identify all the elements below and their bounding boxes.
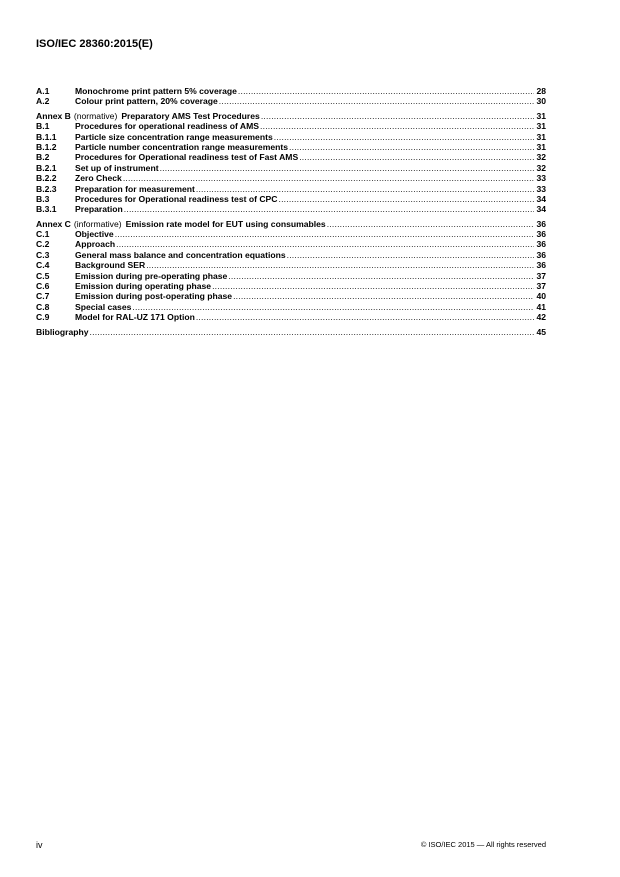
document-header: ISO/IEC 28360:2015(E) xyxy=(36,38,153,50)
toc-entry[interactable] xyxy=(36,271,546,281)
toc-entry-title: Colour print pattern, 20% coverage xyxy=(75,96,218,107)
toc-entry-title: Monochrome print pattern 5% coverage xyxy=(75,86,237,96)
toc-section-number: B.2 xyxy=(36,152,50,163)
toc-entry[interactable] xyxy=(36,194,546,204)
toc-dot-leader xyxy=(261,111,534,121)
toc-section-number: B.2.1 xyxy=(36,162,57,173)
toc-dot-leader xyxy=(279,194,535,204)
toc-dot-leader xyxy=(233,291,534,301)
toc-entry-title: Set up of instrument xyxy=(75,162,159,173)
footer-copyright: © ISO/IEC 2015 — All rights reserved xyxy=(420,840,546,849)
toc-page-number: 32 xyxy=(536,162,546,173)
toc-page-number: 41 xyxy=(536,301,546,312)
toc-dot-leader xyxy=(274,132,534,142)
toc-section-number: A.1 xyxy=(36,86,50,96)
toc-page-number: 36 xyxy=(536,239,546,250)
toc-entry[interactable] xyxy=(36,239,546,249)
toc-entry-title: Particle number concentration range measurements xyxy=(75,141,289,152)
toc-entry[interactable] xyxy=(36,86,546,96)
toc-annex-label: Annex B xyxy=(36,110,71,121)
toc-dot-leader xyxy=(146,260,534,270)
toc-annex-kind: (informative) xyxy=(73,218,122,229)
toc-page-number: 36 xyxy=(536,229,546,240)
toc-section-number: C.8 xyxy=(36,301,50,312)
toc-entry[interactable] xyxy=(36,96,546,106)
toc-entry[interactable] xyxy=(36,132,546,142)
toc-section-number: C.1 xyxy=(36,229,50,240)
toc-entry-title: Bibliography xyxy=(36,326,89,337)
toc-entry[interactable] xyxy=(36,204,546,214)
toc-section-number: C.5 xyxy=(36,270,50,281)
toc-group xyxy=(36,86,546,107)
toc-page-number: 34 xyxy=(536,193,546,204)
toc-dot-leader xyxy=(228,271,534,281)
toc-entry-title: Background SER xyxy=(75,260,146,271)
toc-dot-leader xyxy=(116,239,534,249)
toc-entry-title: Procedures for Operational readiness test of Fast AMS xyxy=(75,152,299,163)
toc-dot-leader xyxy=(160,163,534,173)
toc-entry-title: Particle size concentration range measurements xyxy=(75,131,273,142)
toc-entry[interactable] xyxy=(36,302,546,312)
toc-entry[interactable] xyxy=(36,173,546,183)
toc-entry-title: Procedures for operational readiness of AMS xyxy=(75,121,260,132)
toc-section-number: C.2 xyxy=(36,239,50,250)
toc-page-number: 42 xyxy=(536,312,546,323)
toc-page-number: 33 xyxy=(536,183,546,194)
toc-annex-entry[interactable] xyxy=(36,219,546,229)
toc-section-number: C.3 xyxy=(36,249,50,260)
toc-annex-kind: (normative) xyxy=(73,110,118,121)
toc-page-number: 40 xyxy=(536,291,546,302)
toc-annex-entry[interactable] xyxy=(36,111,546,121)
toc-page-number: 33 xyxy=(536,173,546,184)
toc-entry[interactable] xyxy=(36,152,546,162)
toc-page-number: 31 xyxy=(536,110,546,121)
toc-entry[interactable] xyxy=(36,250,546,260)
toc-page-number: 31 xyxy=(536,121,546,132)
toc-entry[interactable] xyxy=(36,142,546,152)
table-of-contents xyxy=(36,86,546,341)
toc-entry[interactable] xyxy=(36,260,546,270)
toc-dot-leader xyxy=(299,152,534,162)
toc-section-number: B.1.2 xyxy=(36,141,57,152)
toc-entry[interactable] xyxy=(36,184,546,194)
toc-entry[interactable] xyxy=(36,291,546,301)
toc-page-number: 31 xyxy=(536,141,546,152)
toc-page-number: 30 xyxy=(536,96,546,107)
toc-group xyxy=(36,111,546,215)
toc-dot-leader xyxy=(132,302,534,312)
toc-annex-label: Annex C xyxy=(36,218,71,229)
toc-dot-leader xyxy=(124,204,534,214)
toc-entry-title: Emission during operating phase xyxy=(75,281,212,292)
toc-entry-title: General mass balance and concentration equations xyxy=(75,249,286,260)
page-footer xyxy=(36,840,546,850)
toc-dot-leader xyxy=(219,96,534,106)
toc-page-number: 28 xyxy=(536,86,546,96)
toc-annex-title: Preparatory AMS Test Procedures xyxy=(121,110,260,121)
toc-dot-leader xyxy=(260,121,534,131)
toc-entry-title: Zero Check xyxy=(75,173,122,184)
toc-dot-leader xyxy=(287,250,534,260)
toc-dot-leader xyxy=(123,173,534,183)
toc-page-number: 34 xyxy=(536,204,546,215)
footer-page-number: iv xyxy=(36,840,43,850)
toc-section-number: C.6 xyxy=(36,281,50,292)
toc-entry-title: Procedures for Operational readiness test of CPC xyxy=(75,193,278,204)
toc-section-number: C.9 xyxy=(36,312,50,323)
toc-entry-title: Preparation xyxy=(75,204,123,215)
toc-dot-leader xyxy=(115,229,534,239)
toc-dot-leader xyxy=(90,327,534,337)
toc-section-number: B.2.3 xyxy=(36,183,57,194)
toc-entry[interactable] xyxy=(36,312,546,322)
toc-entry-title: Emission during pre-operating phase xyxy=(75,270,228,281)
toc-page-number: 36 xyxy=(536,260,546,271)
toc-section-number: B.2.2 xyxy=(36,173,57,184)
toc-page-number: 36 xyxy=(536,249,546,260)
toc-page-number: 36 xyxy=(536,218,546,229)
toc-page-number: 32 xyxy=(536,152,546,163)
toc-dot-leader xyxy=(212,281,534,291)
toc-entry[interactable] xyxy=(36,229,546,239)
toc-entry-title: Preparation for measurement xyxy=(75,183,195,194)
toc-dot-leader xyxy=(196,184,534,194)
toc-entry[interactable] xyxy=(36,163,546,173)
toc-entry-title: Model for RAL-UZ 171 Option xyxy=(75,312,195,323)
toc-entry-title: Objective xyxy=(75,229,114,240)
toc-entry[interactable] xyxy=(36,281,546,291)
toc-section-number: B.1.1 xyxy=(36,131,57,142)
toc-entry-title: Approach xyxy=(75,239,116,250)
toc-page-number: 37 xyxy=(536,281,546,292)
toc-dot-leader xyxy=(196,312,534,322)
toc-annex-title: Emission rate model for EUT using consumables xyxy=(125,218,326,229)
toc-page-number: 37 xyxy=(536,270,546,281)
toc-section-number: C.4 xyxy=(36,260,50,271)
toc-section-number: C.7 xyxy=(36,291,50,302)
toc-dot-leader xyxy=(238,86,534,96)
toc-group xyxy=(36,327,546,337)
toc-entry-title: Emission during post-operating phase xyxy=(75,291,233,302)
toc-dot-leader xyxy=(289,142,534,152)
toc-entry[interactable] xyxy=(36,121,546,131)
toc-section-number: A.2 xyxy=(36,96,50,107)
toc-entry-title: Special cases xyxy=(75,301,132,312)
toc-section-number: B.1 xyxy=(36,121,50,132)
toc-group xyxy=(36,219,546,323)
toc-page-number: 31 xyxy=(536,131,546,142)
toc-entry[interactable] xyxy=(36,327,546,337)
toc-section-number: B.3.1 xyxy=(36,204,57,215)
toc-section-number: B.3 xyxy=(36,193,50,204)
toc-dot-leader xyxy=(327,219,534,229)
toc-page-number: 45 xyxy=(536,326,546,337)
